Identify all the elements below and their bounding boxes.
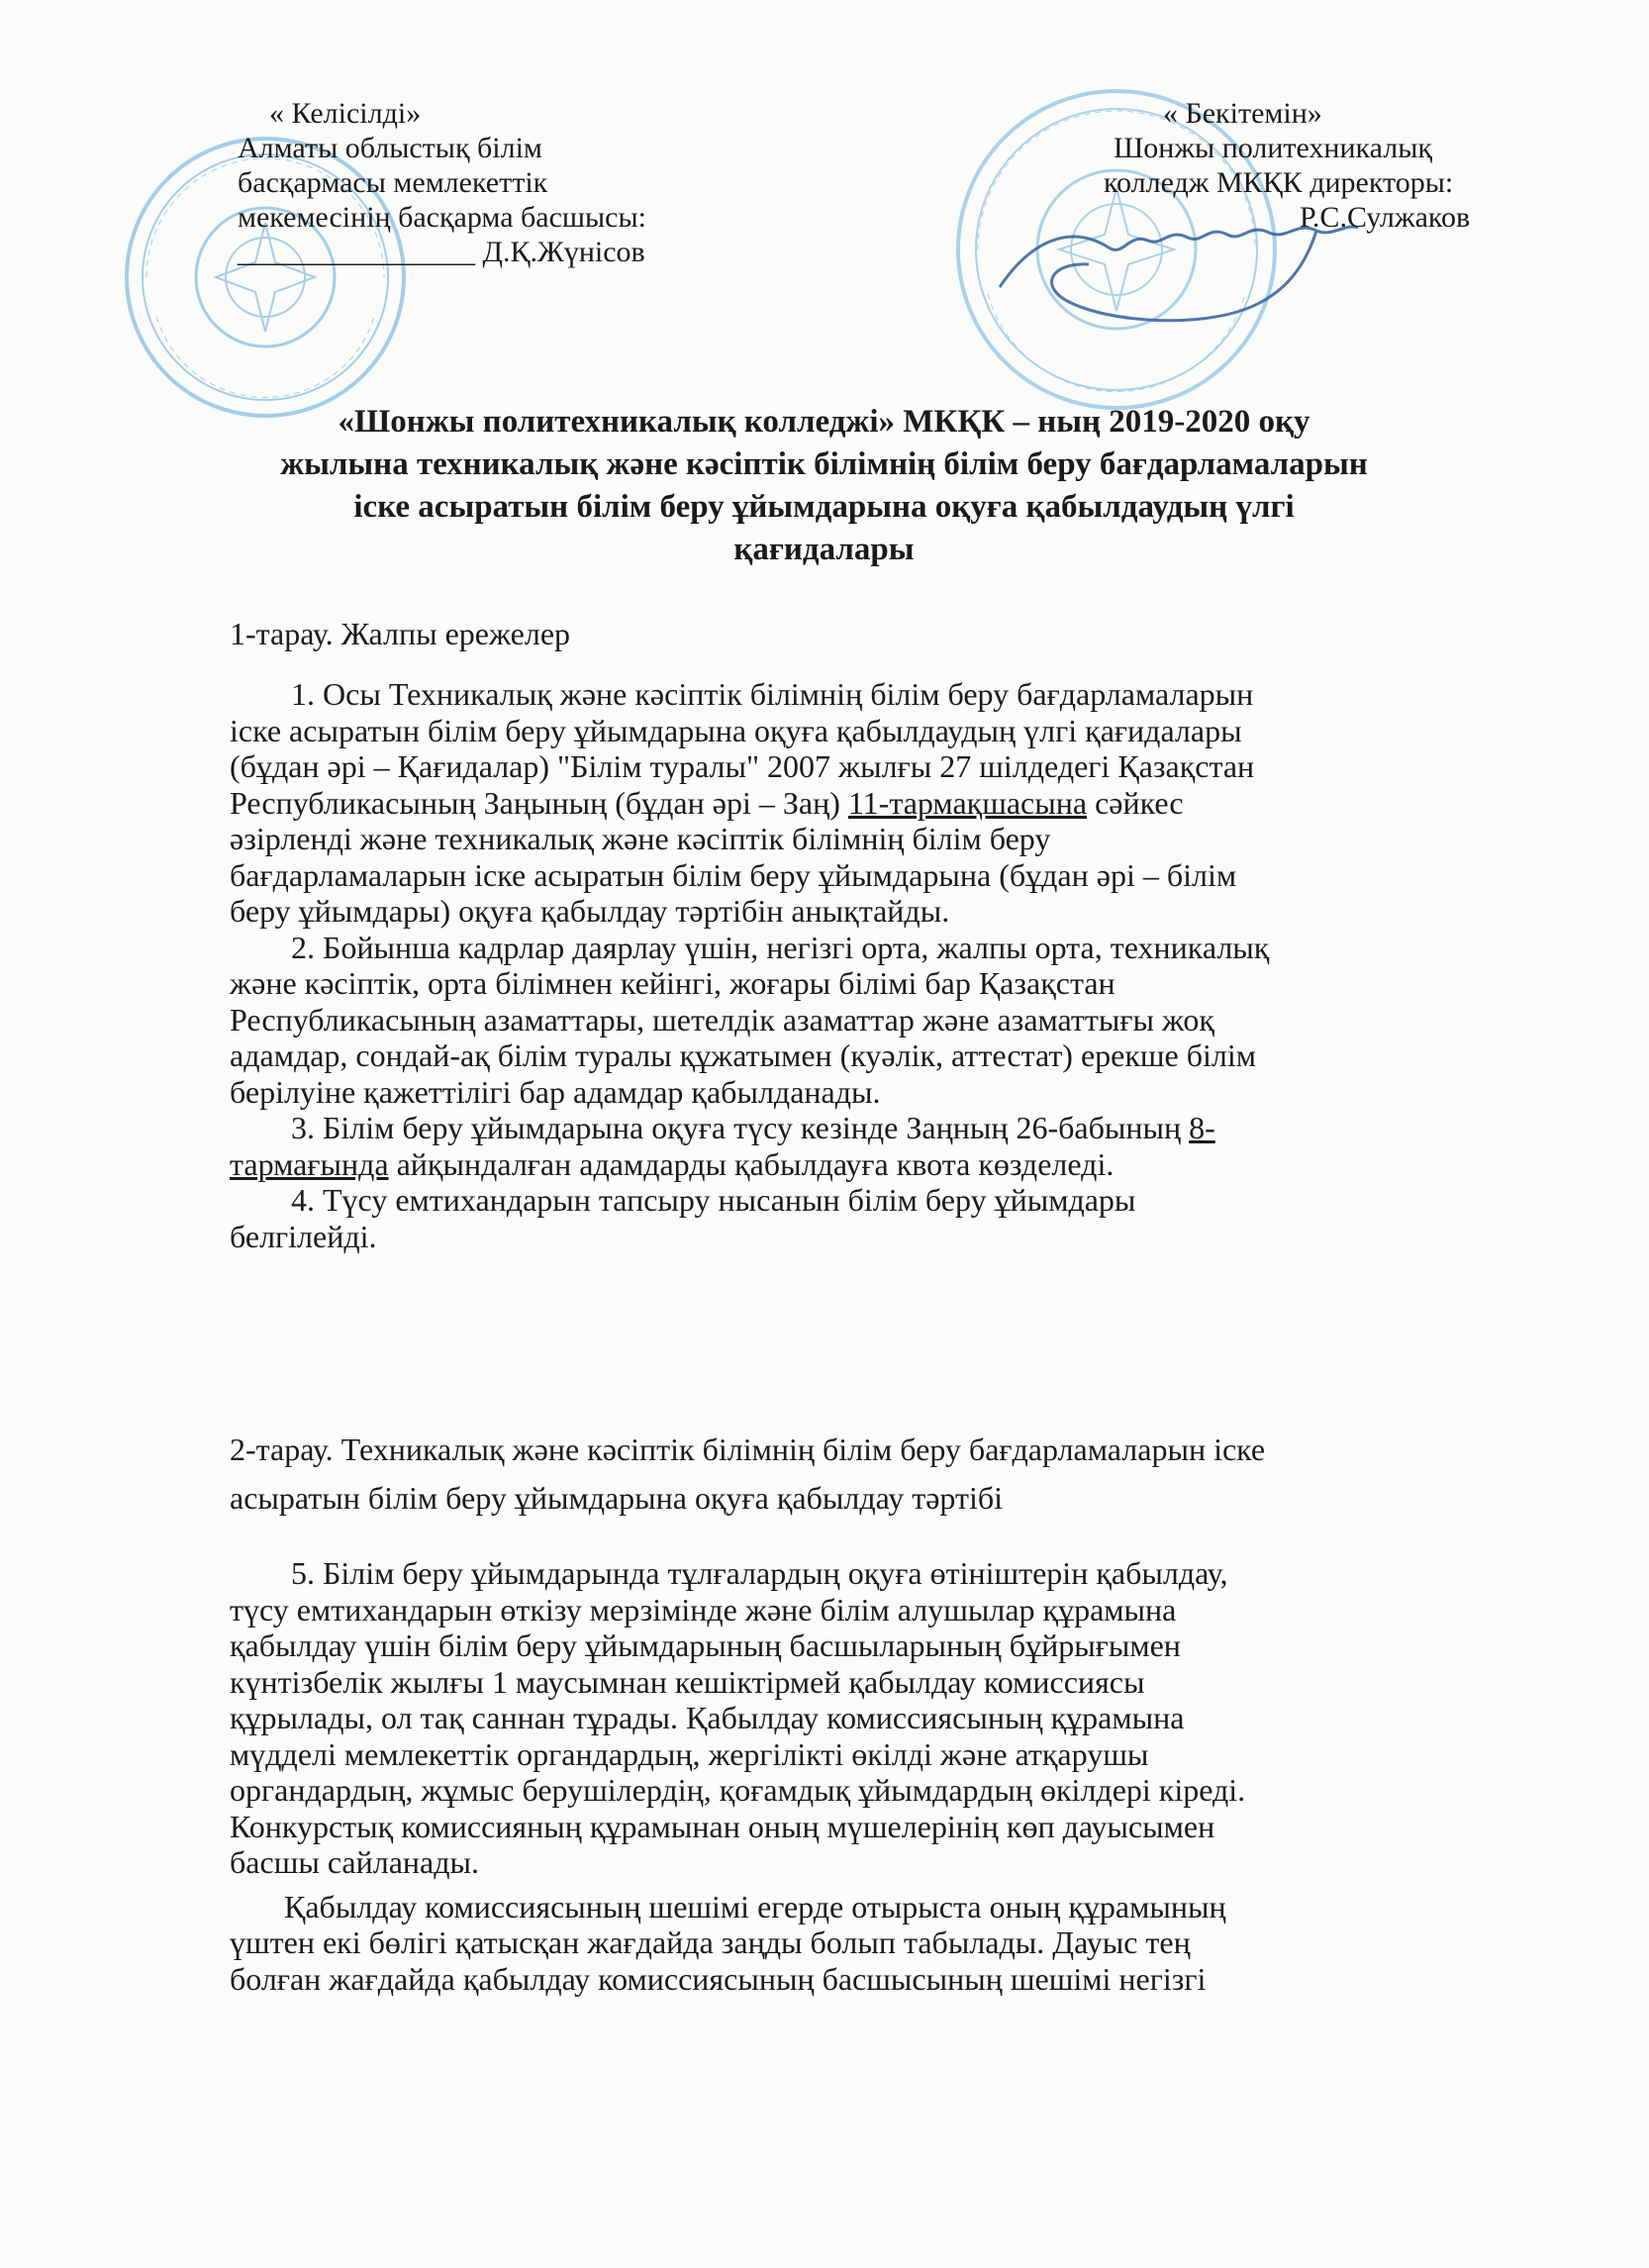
right-signer-name: Р.С.Сулжаков (1300, 201, 1471, 234)
p5-line2: түсу емтихандарын өткізу мерзімінде және білім алушылар құрамына (230, 1591, 1177, 1627)
p5-line9: басшы сайланады. (230, 1844, 480, 1880)
p5-line3: қабылдау үшін білім беру ұйымдарының басшыларының бұйрығымен (230, 1627, 1181, 1663)
signature-blank: ________________ (238, 236, 475, 268)
p1-line7: беру ұйымдары) оқуға қабылдау тәртібін анықтайды. (230, 893, 950, 929)
left-signature-line (238, 235, 646, 269)
p2-line2: және кәсіптік, орта білімнен кейінгі, жоғары білімі бар Қазақстан (230, 965, 1116, 1001)
p5-line6: мүдделі мемлекеттік органдардың, жергілікті өкілді және атқарушы (230, 1735, 1149, 1772)
p1-line2: іске асыратын білім беру ұйымдарына оқуға қабылдаудың үлгі қағидалары (230, 712, 1242, 748)
p5-line1: 5. Білім беру ұйымдарында тұлғалардың оқуға өтініштерін қабылдау, (291, 1555, 1228, 1591)
p4-line1: 4. Түсу емтихандарын тапсыру нысанын білім беру ұйымдары (291, 1182, 1136, 1218)
title-line3: іске асыратын білім беру ұйымдарына оқуға қабылдаудың үлгі (353, 489, 1295, 525)
paragraph-1 (230, 676, 1467, 930)
section2-heading-line1: 2-тарау. Техникалық және кәсіптік білімнің білім беру бағдарламаларын іске (230, 1431, 1266, 1467)
paragraph-3 (230, 1110, 1467, 1182)
section2-heading (230, 1426, 1467, 1523)
p1-line6: бағдарламаларын іске асыратын білім беру ұйымдарына (бұдан әрі – білім (230, 856, 1237, 893)
p5-line4: күнтізбелік жылғы 1 маусымнан кешіктірмей қабылдау комиссиясы (230, 1663, 1145, 1700)
approval-block-right (1104, 96, 1471, 235)
p5-line5: құрылады, ол тақ саннан тұрады. Қабылдау комиссиясының құрамына (230, 1700, 1185, 1735)
left-org-line1: Алматы облыстық білім (238, 132, 542, 164)
section1-paragraphs (230, 676, 1467, 1254)
p2-line3: Республикасының азаматтары, шетелдік азаматтар және азаматтығы жоқ (230, 1001, 1214, 1037)
approve-label: « Бекітемін» (1163, 97, 1322, 130)
law-paragraph-link-part2[interactable]: тармағында (230, 1145, 389, 1182)
p2-line4: адамдар, сондай-ақ білім туралы құжатымен (куәлік, аттестат) ерекше білім (230, 1037, 1257, 1073)
document-title (178, 401, 1470, 571)
left-org-line3: мекемесінің басқарма басшысы: (238, 201, 646, 234)
title-line2: жылына техникалық және кәсіптік білімнің білім беру бағдарламаларын (280, 446, 1368, 482)
p3-line2 (230, 1146, 1467, 1183)
p3-line2-text: айқындалған адамдарды қабылдауға квота көзделеді. (388, 1145, 1115, 1182)
approval-block-left (238, 96, 646, 269)
title-line4: қағидалары (733, 532, 915, 567)
p5-line8: Конкурстық комиссияның құрамынан оның мүшелерінің көп дауысымен (230, 1808, 1215, 1844)
p5-line7: органдардың, жұмыс берушілердің, қоғамдық ұйымдардың өкілдері кіреді. (230, 1772, 1246, 1808)
p6-line1: Қабылдау комиссиясының шешімі егерде отырыста оның құрамының (284, 1888, 1226, 1924)
section1-heading: 1-тарау. Жалпы ережелер (230, 616, 571, 651)
law-paragraph-link-part1[interactable]: 8- (1189, 1110, 1215, 1145)
p2-line1: 2. Бойынша кадрлар даярлау үшін, негізгі орта, жалпы орта, техникалық (291, 929, 1270, 965)
section2-heading-line2: асыратын білім беру ұйымдарына оқуға қабылдау тәртібі (230, 1480, 1004, 1516)
p1-line4-end: сәйкес (1087, 784, 1184, 821)
section2-paragraphs (230, 1555, 1467, 1997)
law-subparagraph-link[interactable]: 11-тармақшасына (847, 784, 1088, 821)
paragraph-6 (230, 1889, 1467, 1998)
p1-line1: 1. Осы Техникалық және кәсіптік білімнің білім беру бағдарламаларын (291, 676, 1254, 712)
paragraph-5 (230, 1555, 1467, 1881)
p6-line2: үштен екі бөлігі қатысқан жағдайда заңды болып табылады. Дауыс тең (230, 1924, 1191, 1960)
p1-line3: (бұдан әрі – Қағидалар) "Білім туралы" 2007 жылғы 27 шілдедегі Қазақстан (230, 748, 1255, 784)
p3-line1 (230, 1110, 1467, 1146)
right-org-line2: колледж МКҚК директоры: (1104, 166, 1454, 199)
p1-line5: әзірленді және техникалық және кәсіптік білімнің білім беру (230, 821, 1051, 856)
paragraph-2 (230, 930, 1467, 1111)
p2-line5: берілуіне қажеттілігі бар адамдар қабылданады. (230, 1073, 881, 1110)
title-line1: «Шонжы политехникалық колледжі» МКҚК – ның 2019-2020 оқу (338, 404, 1310, 440)
left-signer-name: Д.Қ.Жүнісов (482, 236, 645, 268)
paragraph-4 (230, 1182, 1467, 1254)
p1-line4 (230, 785, 1467, 822)
right-org-line1: Шонжы политехникалық (1114, 132, 1432, 164)
agreed-label: « Келісілді» (269, 97, 422, 130)
p1-line4-start: Республикасының Заңының (бұдан әрі – Заң) (230, 784, 848, 821)
left-org-line2: басқармасы мемлекеттік (238, 166, 548, 199)
p4-line2: белгілейді. (230, 1218, 377, 1254)
p3-line1-text: 3. Білім беру ұйымдарына оқуға түсу кезінде Заңның 26-бабының (291, 1110, 1190, 1145)
p6-line3: болған жағдайда қабылдау комиссиясының басшысының шешімі негізгі (230, 1960, 1207, 1997)
